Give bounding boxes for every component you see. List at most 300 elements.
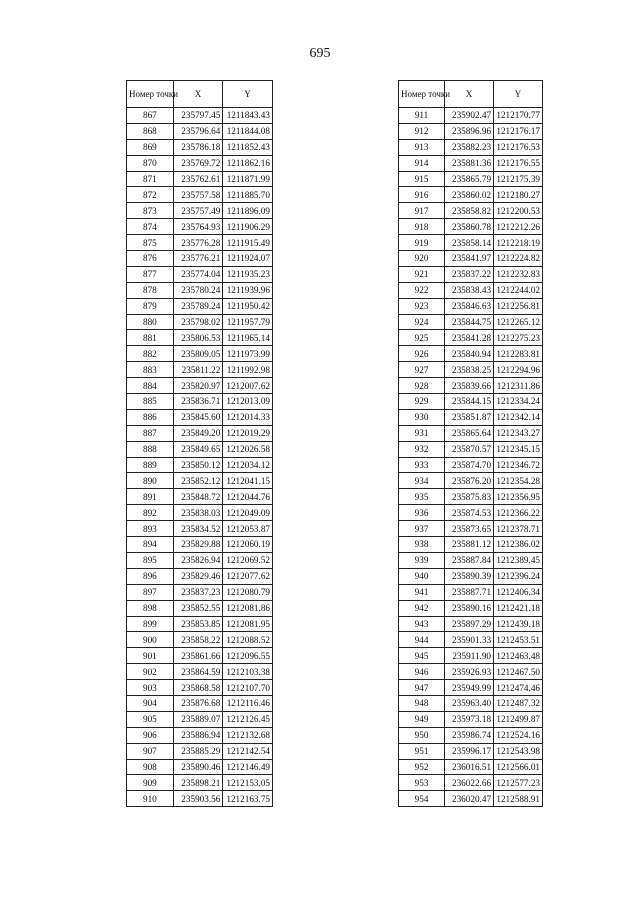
point-number-cell: 895: [127, 552, 174, 568]
y-coordinate-cell: 1212346.72: [494, 457, 543, 473]
y-coordinate-cell: 1212077.62: [223, 568, 273, 584]
x-coordinate-cell: 236020.47: [445, 791, 494, 807]
y-coordinate-cell: 1212566.01: [494, 759, 543, 775]
table-row: [399, 155, 543, 171]
y-coordinate-cell: 1211906.29: [223, 219, 273, 235]
table-row: [127, 632, 273, 648]
y-coordinate-cell: 1212126.45: [223, 711, 273, 727]
point-number-cell: 885: [127, 394, 174, 410]
table-row: [127, 505, 273, 521]
point-number-cell: 891: [127, 489, 174, 505]
x-coordinate-cell: 235890.16: [445, 600, 494, 616]
point-number-cell: 917: [399, 203, 445, 219]
point-number-cell: 946: [399, 664, 445, 680]
point-number-cell: 908: [127, 759, 174, 775]
x-coordinate-cell: 235858.82: [445, 203, 494, 219]
table-body-right: [399, 108, 543, 807]
x-coordinate-cell: 235849.20: [173, 425, 223, 441]
y-coordinate-cell: 1212044.76: [223, 489, 273, 505]
point-number-cell: 924: [399, 314, 445, 330]
table-row: [127, 425, 273, 441]
y-coordinate-cell: 1212034.12: [223, 457, 273, 473]
y-coordinate-cell: 1212342.14: [494, 409, 543, 425]
y-coordinate-cell: 1212389.45: [494, 552, 543, 568]
point-number-cell: 889: [127, 457, 174, 473]
y-coordinate-cell: 1211939.96: [223, 282, 273, 298]
y-coordinate-cell: 1212474.46: [494, 680, 543, 696]
point-number-cell: 940: [399, 568, 445, 584]
table-row: [399, 648, 543, 664]
x-coordinate-cell: 235797.45: [173, 108, 223, 124]
table-header-row: [127, 81, 273, 108]
y-coordinate-cell: 1212421.18: [494, 600, 543, 616]
x-coordinate-cell: 235986.74: [445, 727, 494, 743]
x-coordinate-cell: 235926.93: [445, 664, 494, 680]
table-row: [127, 521, 273, 537]
y-coordinate-cell: 1212265.12: [494, 314, 543, 330]
x-coordinate-cell: 235811.22: [173, 362, 223, 378]
point-number-cell: 896: [127, 568, 174, 584]
x-coordinate-cell: 235764.93: [173, 219, 223, 235]
y-coordinate-cell: 1212334.24: [494, 394, 543, 410]
table-row: [399, 791, 543, 807]
y-coordinate-cell: 1212176.53: [494, 139, 543, 155]
point-number-cell: 906: [127, 727, 174, 743]
point-number-cell: 912: [399, 123, 445, 139]
x-coordinate-cell: 235846.63: [445, 298, 494, 314]
point-number-cell: 909: [127, 775, 174, 791]
table-row: [127, 171, 273, 187]
point-number-cell: 913: [399, 139, 445, 155]
x-coordinate-cell: 235887.84: [445, 552, 494, 568]
point-number-cell: 941: [399, 584, 445, 600]
point-number-cell: 920: [399, 251, 445, 267]
y-coordinate-cell: 1211957.79: [223, 314, 273, 330]
point-number-cell: 872: [127, 187, 174, 203]
table-row: [127, 108, 273, 124]
point-number-cell: 949: [399, 711, 445, 727]
x-coordinate-cell: 235757.49: [173, 203, 223, 219]
table-row: [127, 409, 273, 425]
point-number-cell: 944: [399, 632, 445, 648]
table-row: [127, 680, 273, 696]
point-number-cell: 916: [399, 187, 445, 203]
x-coordinate-cell: 235762.61: [173, 171, 223, 187]
y-coordinate-cell: 1212218.19: [494, 235, 543, 251]
table-row: [127, 552, 273, 568]
y-coordinate-cell: 1211862.16: [223, 155, 273, 171]
table-row: [399, 251, 543, 267]
y-coordinate-cell: 1212007.62: [223, 378, 273, 394]
x-coordinate-cell: 235829.46: [173, 568, 223, 584]
y-coordinate-cell: 1212439.18: [494, 616, 543, 632]
table-row: [127, 251, 273, 267]
point-number-cell: 888: [127, 441, 174, 457]
y-coordinate-cell: 1212163.75: [223, 791, 273, 807]
x-coordinate-cell: 235874.70: [445, 457, 494, 473]
x-coordinate-cell: 236016.51: [445, 759, 494, 775]
x-coordinate-cell: 235911.90: [445, 648, 494, 664]
table-row: [399, 537, 543, 553]
y-coordinate-cell: 1212356.95: [494, 489, 543, 505]
table-row: [399, 775, 543, 791]
y-coordinate-cell: 1212386.02: [494, 537, 543, 553]
table-row: [399, 743, 543, 759]
x-coordinate-cell: 235829.88: [173, 537, 223, 553]
y-coordinate-cell: 1212224.82: [494, 251, 543, 267]
x-coordinate-cell: 235852.12: [173, 473, 223, 489]
point-number-cell: 905: [127, 711, 174, 727]
point-number-cell: 936: [399, 505, 445, 521]
y-coordinate-cell: 1212088.52: [223, 632, 273, 648]
point-number-cell: 867: [127, 108, 174, 124]
x-coordinate-cell: 235897.29: [445, 616, 494, 632]
y-coordinate-cell: 1212116.46: [223, 695, 273, 711]
point-number-cell: 892: [127, 505, 174, 521]
point-number-cell: 932: [399, 441, 445, 457]
point-number-cell: 886: [127, 409, 174, 425]
table-row: [399, 441, 543, 457]
y-coordinate-cell: 1212453.51: [494, 632, 543, 648]
table-row: [127, 600, 273, 616]
table-body-left: [127, 108, 273, 807]
y-coordinate-cell: 1212499.87: [494, 711, 543, 727]
x-coordinate-cell: 235860.78: [445, 219, 494, 235]
point-number-cell: 911: [399, 108, 445, 124]
table-row: [399, 235, 543, 251]
y-coordinate-cell: 1212107.70: [223, 680, 273, 696]
point-number-cell: 914: [399, 155, 445, 171]
point-number-cell: 904: [127, 695, 174, 711]
x-coordinate-cell: 235858.22: [173, 632, 223, 648]
x-coordinate-cell: 235780.24: [173, 282, 223, 298]
x-coordinate-cell: 235890.46: [173, 759, 223, 775]
table-row: [127, 235, 273, 251]
point-number-cell: 907: [127, 743, 174, 759]
point-number-cell: 894: [127, 537, 174, 553]
x-coordinate-cell: 235838.03: [173, 505, 223, 521]
x-coordinate-cell: 235840.94: [445, 346, 494, 362]
table-row: [127, 759, 273, 775]
x-coordinate-cell: 235889.07: [173, 711, 223, 727]
table-row: [399, 664, 543, 680]
table-row: [399, 425, 543, 441]
table-row: [127, 489, 273, 505]
y-coordinate-cell: 1212041.15: [223, 473, 273, 489]
point-number-cell: 953: [399, 775, 445, 791]
point-number-cell: 910: [127, 791, 174, 807]
x-coordinate-cell: 235963.40: [445, 695, 494, 711]
table-row: [127, 346, 273, 362]
x-coordinate-cell: 235858.14: [445, 235, 494, 251]
x-coordinate-cell: 235776.21: [173, 251, 223, 267]
x-coordinate-cell: 235844.15: [445, 394, 494, 410]
table-row: [399, 108, 543, 124]
table-row: [399, 584, 543, 600]
y-coordinate-cell: 1212013.09: [223, 394, 273, 410]
table-row: [127, 330, 273, 346]
point-number-cell: 884: [127, 378, 174, 394]
table-row: [399, 695, 543, 711]
point-number-cell: 881: [127, 330, 174, 346]
point-number-cell: 878: [127, 282, 174, 298]
point-number-cell: 875: [127, 235, 174, 251]
y-coordinate-cell: 1212588.91: [494, 791, 543, 807]
table-row: [399, 330, 543, 346]
table-row: [399, 409, 543, 425]
x-coordinate-cell: 235996.17: [445, 743, 494, 759]
coordinates-table-right: [398, 80, 543, 807]
table-row: [399, 378, 543, 394]
y-coordinate-cell: 1212026.58: [223, 441, 273, 457]
y-coordinate-cell: 1211915.49: [223, 235, 273, 251]
y-coordinate-cell: 1212053.87: [223, 521, 273, 537]
table-row: [399, 187, 543, 203]
header-y: Y: [223, 81, 273, 108]
x-coordinate-cell: 235838.43: [445, 282, 494, 298]
table-row: [127, 473, 273, 489]
y-coordinate-cell: 1212175.39: [494, 171, 543, 187]
y-coordinate-cell: 1212049.09: [223, 505, 273, 521]
x-coordinate-cell: 235949.99: [445, 680, 494, 696]
table-row: [127, 187, 273, 203]
x-coordinate-cell: 235841.97: [445, 251, 494, 267]
y-coordinate-cell: 1211852.43: [223, 139, 273, 155]
header-y: Y: [494, 81, 543, 108]
point-number-cell: 928: [399, 378, 445, 394]
point-number-cell: 939: [399, 552, 445, 568]
x-coordinate-cell: 235838.25: [445, 362, 494, 378]
y-coordinate-cell: 1212170.77: [494, 108, 543, 124]
table-row: [127, 362, 273, 378]
point-number-cell: 925: [399, 330, 445, 346]
x-coordinate-cell: 235875.83: [445, 489, 494, 505]
point-number-cell: 947: [399, 680, 445, 696]
table-row: [399, 473, 543, 489]
x-coordinate-cell: 235876.20: [445, 473, 494, 489]
x-coordinate-cell: 235874.53: [445, 505, 494, 521]
point-number-cell: 943: [399, 616, 445, 632]
point-number-cell: 915: [399, 171, 445, 187]
table-row: [127, 314, 273, 330]
table-row: [399, 489, 543, 505]
header-x: X: [445, 81, 494, 108]
table-row: [127, 648, 273, 664]
y-coordinate-cell: 1212577.23: [494, 775, 543, 791]
point-number-cell: 922: [399, 282, 445, 298]
table-row: [127, 664, 273, 680]
y-coordinate-cell: 1212378.71: [494, 521, 543, 537]
y-coordinate-cell: 1212354.28: [494, 473, 543, 489]
point-number-cell: 899: [127, 616, 174, 632]
point-number-cell: 890: [127, 473, 174, 489]
y-coordinate-cell: 1211924.07: [223, 251, 273, 267]
y-coordinate-cell: 1212212.26: [494, 219, 543, 235]
y-coordinate-cell: 1212180.27: [494, 187, 543, 203]
table-row: [399, 298, 543, 314]
table-row: [399, 362, 543, 378]
y-coordinate-cell: 1212103.38: [223, 664, 273, 680]
x-coordinate-cell: 235798.02: [173, 314, 223, 330]
point-number-cell: 880: [127, 314, 174, 330]
point-number-cell: 930: [399, 409, 445, 425]
y-coordinate-cell: 1211965.14: [223, 330, 273, 346]
y-coordinate-cell: 1212524.16: [494, 727, 543, 743]
table-header-row: [399, 81, 543, 108]
x-coordinate-cell: 235876.68: [173, 695, 223, 711]
table-row: [127, 266, 273, 282]
header-point-number: Номер точки: [399, 81, 445, 108]
y-coordinate-cell: 1212132.68: [223, 727, 273, 743]
y-coordinate-cell: 1212200.53: [494, 203, 543, 219]
table-row: [127, 139, 273, 155]
table-row: [127, 441, 273, 457]
header-x: X: [173, 81, 223, 108]
x-coordinate-cell: 235887.71: [445, 584, 494, 600]
table-row: [127, 616, 273, 632]
y-coordinate-cell: 1211844.08: [223, 123, 273, 139]
point-number-cell: 879: [127, 298, 174, 314]
y-coordinate-cell: 1212345.15: [494, 441, 543, 457]
x-coordinate-cell: 235890.39: [445, 568, 494, 584]
point-number-cell: 900: [127, 632, 174, 648]
x-coordinate-cell: 235864.59: [173, 664, 223, 680]
x-coordinate-cell: 235870.57: [445, 441, 494, 457]
table-row: [399, 632, 543, 648]
y-coordinate-cell: 1212096.55: [223, 648, 273, 664]
table-row: [127, 123, 273, 139]
table-row: [399, 219, 543, 235]
table-row: [399, 505, 543, 521]
y-coordinate-cell: 1212256.81: [494, 298, 543, 314]
table-row: [127, 537, 273, 553]
point-number-cell: 877: [127, 266, 174, 282]
y-coordinate-cell: 1211935.23: [223, 266, 273, 282]
point-number-cell: 942: [399, 600, 445, 616]
x-coordinate-cell: 235881.36: [445, 155, 494, 171]
point-number-cell: 919: [399, 235, 445, 251]
x-coordinate-cell: 235849.65: [173, 441, 223, 457]
table-row: [127, 775, 273, 791]
x-coordinate-cell: 235845.60: [173, 409, 223, 425]
header-point-number: Номер точки: [127, 81, 174, 108]
x-coordinate-cell: 235796.64: [173, 123, 223, 139]
point-number-cell: 933: [399, 457, 445, 473]
point-number-cell: 938: [399, 537, 445, 553]
x-coordinate-cell: 235837.23: [173, 584, 223, 600]
point-number-cell: 876: [127, 251, 174, 267]
point-number-cell: 901: [127, 648, 174, 664]
point-number-cell: 950: [399, 727, 445, 743]
point-number-cell: 923: [399, 298, 445, 314]
y-coordinate-cell: 1212153.05: [223, 775, 273, 791]
y-coordinate-cell: 1212142.54: [223, 743, 273, 759]
x-coordinate-cell: 235868.58: [173, 680, 223, 696]
x-coordinate-cell: 235860.02: [445, 187, 494, 203]
y-coordinate-cell: 1212080.79: [223, 584, 273, 600]
x-coordinate-cell: 235896.96: [445, 123, 494, 139]
x-coordinate-cell: 235851.87: [445, 409, 494, 425]
x-coordinate-cell: 235973.18: [445, 711, 494, 727]
x-coordinate-cell: 235898.21: [173, 775, 223, 791]
x-coordinate-cell: 235882.23: [445, 139, 494, 155]
y-coordinate-cell: 1212069.52: [223, 552, 273, 568]
table-row: [399, 314, 543, 330]
x-coordinate-cell: 235826.94: [173, 552, 223, 568]
y-coordinate-cell: 1212294.96: [494, 362, 543, 378]
x-coordinate-cell: 235850.12: [173, 457, 223, 473]
x-coordinate-cell: 235853.85: [173, 616, 223, 632]
y-coordinate-cell: 1212275.23: [494, 330, 543, 346]
x-coordinate-cell: 235885.29: [173, 743, 223, 759]
y-coordinate-cell: 1212176.55: [494, 155, 543, 171]
table-row: [399, 282, 543, 298]
table-row: [399, 680, 543, 696]
point-number-cell: 918: [399, 219, 445, 235]
y-coordinate-cell: 1212311.86: [494, 378, 543, 394]
table-row: [127, 219, 273, 235]
y-coordinate-cell: 1212146.49: [223, 759, 273, 775]
y-coordinate-cell: 1211871.99: [223, 171, 273, 187]
page-number: 695: [309, 46, 331, 61]
table-row: [127, 711, 273, 727]
table-row: [399, 616, 543, 632]
point-number-cell: 937: [399, 521, 445, 537]
point-number-cell: 898: [127, 600, 174, 616]
x-coordinate-cell: 235881.12: [445, 537, 494, 553]
table-row: [399, 203, 543, 219]
table-row: [399, 711, 543, 727]
point-number-cell: 870: [127, 155, 174, 171]
y-coordinate-cell: 1212366.22: [494, 505, 543, 521]
table-row: [127, 695, 273, 711]
y-coordinate-cell: 1211950.42: [223, 298, 273, 314]
x-coordinate-cell: 235809.05: [173, 346, 223, 362]
point-number-cell: 945: [399, 648, 445, 664]
y-coordinate-cell: 1212060.19: [223, 537, 273, 553]
table-row: [399, 346, 543, 362]
y-coordinate-cell: 1212176.17: [494, 123, 543, 139]
table-row: [399, 171, 543, 187]
x-coordinate-cell: 235806.53: [173, 330, 223, 346]
table-row: [399, 727, 543, 743]
point-number-cell: 874: [127, 219, 174, 235]
y-coordinate-cell: 1212283.81: [494, 346, 543, 362]
x-coordinate-cell: 235901.33: [445, 632, 494, 648]
point-number-cell: 868: [127, 123, 174, 139]
y-coordinate-cell: 1212396.24: [494, 568, 543, 584]
point-number-cell: 873: [127, 203, 174, 219]
x-coordinate-cell: 235841.28: [445, 330, 494, 346]
table-row: [399, 266, 543, 282]
x-coordinate-cell: 236022.66: [445, 775, 494, 791]
table-row: [399, 600, 543, 616]
table-row: [399, 139, 543, 155]
x-coordinate-cell: 235820.97: [173, 378, 223, 394]
table-row: [127, 378, 273, 394]
y-coordinate-cell: 1212081.86: [223, 600, 273, 616]
table-row: [399, 394, 543, 410]
y-coordinate-cell: 1212406.34: [494, 584, 543, 600]
x-coordinate-cell: 235844.75: [445, 314, 494, 330]
table-row: [127, 282, 273, 298]
point-number-cell: 952: [399, 759, 445, 775]
point-number-cell: 921: [399, 266, 445, 282]
point-number-cell: 948: [399, 695, 445, 711]
y-coordinate-cell: 1211896.09: [223, 203, 273, 219]
y-coordinate-cell: 1211992.98: [223, 362, 273, 378]
x-coordinate-cell: 235865.79: [445, 171, 494, 187]
